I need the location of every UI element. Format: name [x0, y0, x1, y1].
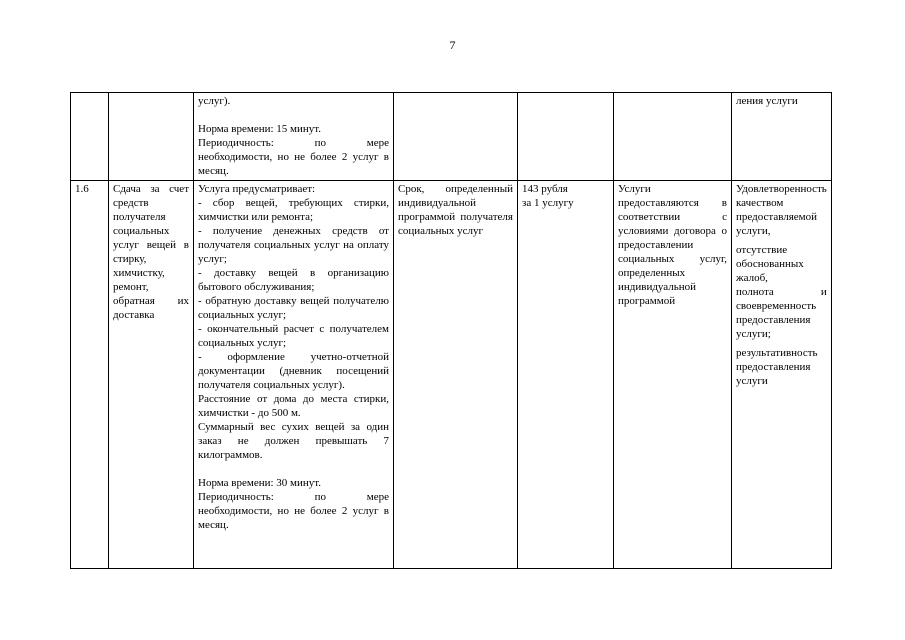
service-item: - получение денежных средств от получателя социальных услуг на оплату услуг;	[198, 225, 389, 265]
service-item: - окончательный расчет с получателем социальных услуг;	[198, 323, 389, 349]
criteria-no-complaints: отсутствие обоснованных жалоб,	[736, 244, 804, 284]
service-item: - доставку вещей в организацию бытового обслуживания;	[198, 267, 389, 293]
cell-service-continuation	[194, 93, 394, 181]
cell-criteria-continuation	[732, 93, 832, 181]
cell-row-number: 1.6	[71, 181, 109, 569]
cell-service-name	[109, 181, 194, 569]
page-number: 7	[449, 38, 456, 52]
criteria-completeness: полнота и своевременность предоставления услуги;	[736, 286, 827, 340]
service-name-text: Сдача за счет средств получателя социальных услуг вещей в стирку, химчистку, ремонт, обратная их доставка	[113, 183, 189, 321]
norm-time-text: Норма времени: 30 минут.	[198, 477, 322, 489]
service-continuation-line: услуг).	[198, 95, 231, 107]
criteria-effectiveness: результативность предоставления услуги	[736, 347, 818, 387]
service-intro: Услуга предусматривает:	[198, 183, 316, 195]
services-table	[70, 92, 832, 569]
term-text: Срок, определенный индивидуальной программой получателя социальных услуг	[398, 183, 513, 237]
cell-price-empty	[518, 93, 614, 181]
periodicity-text: Периодичность: по мере необходимости, но не более 2 услуг в месяц.	[198, 137, 389, 177]
criteria-continuation-text: ления услуги	[736, 95, 798, 107]
service-item: - обратную доставку вещей получателю социальных услуг;	[198, 295, 389, 321]
conditions-text: Услуги предоставляются в соответствии с условиями договора о предоставлении социальных услуг, определенных индивидуальной программой	[618, 183, 727, 307]
distance-text: Расстояние от дома до места стирки, химчистки - до 500 м.	[198, 393, 389, 419]
cell-term	[394, 181, 518, 569]
cell-criteria	[732, 181, 832, 569]
cell-price	[518, 181, 614, 569]
cell-service-description	[194, 181, 394, 569]
norm-time-text: Норма времени: 15 минут.	[198, 123, 322, 135]
cell-num-empty	[71, 93, 109, 181]
periodicity-text: Периодичность: по мере необходимости, но не более 2 услуг в месяц.	[198, 491, 389, 531]
service-item: - оформление учетно-отчетной документации (дневник посещений получателя социальных услуг).	[198, 351, 389, 391]
criteria-satisfaction: Удовлетворенность качеством предоставляемой услуги,	[736, 183, 827, 237]
cell-name-empty	[109, 93, 194, 181]
weight-text: Суммарный вес сухих вещей за один заказ не должен превышать 7 килограммов.	[198, 421, 389, 461]
table-row-continuation	[71, 93, 832, 181]
price-amount: 143 рубля	[522, 183, 568, 195]
price-unit: за 1 услугу	[522, 197, 574, 209]
cell-conditions-empty	[614, 93, 732, 181]
cell-conditions	[614, 181, 732, 569]
cell-term-empty	[394, 93, 518, 181]
table-row-1-6	[71, 181, 832, 569]
service-item: - сбор вещей, требующих стирки, химчистки или ремонта;	[198, 197, 389, 223]
